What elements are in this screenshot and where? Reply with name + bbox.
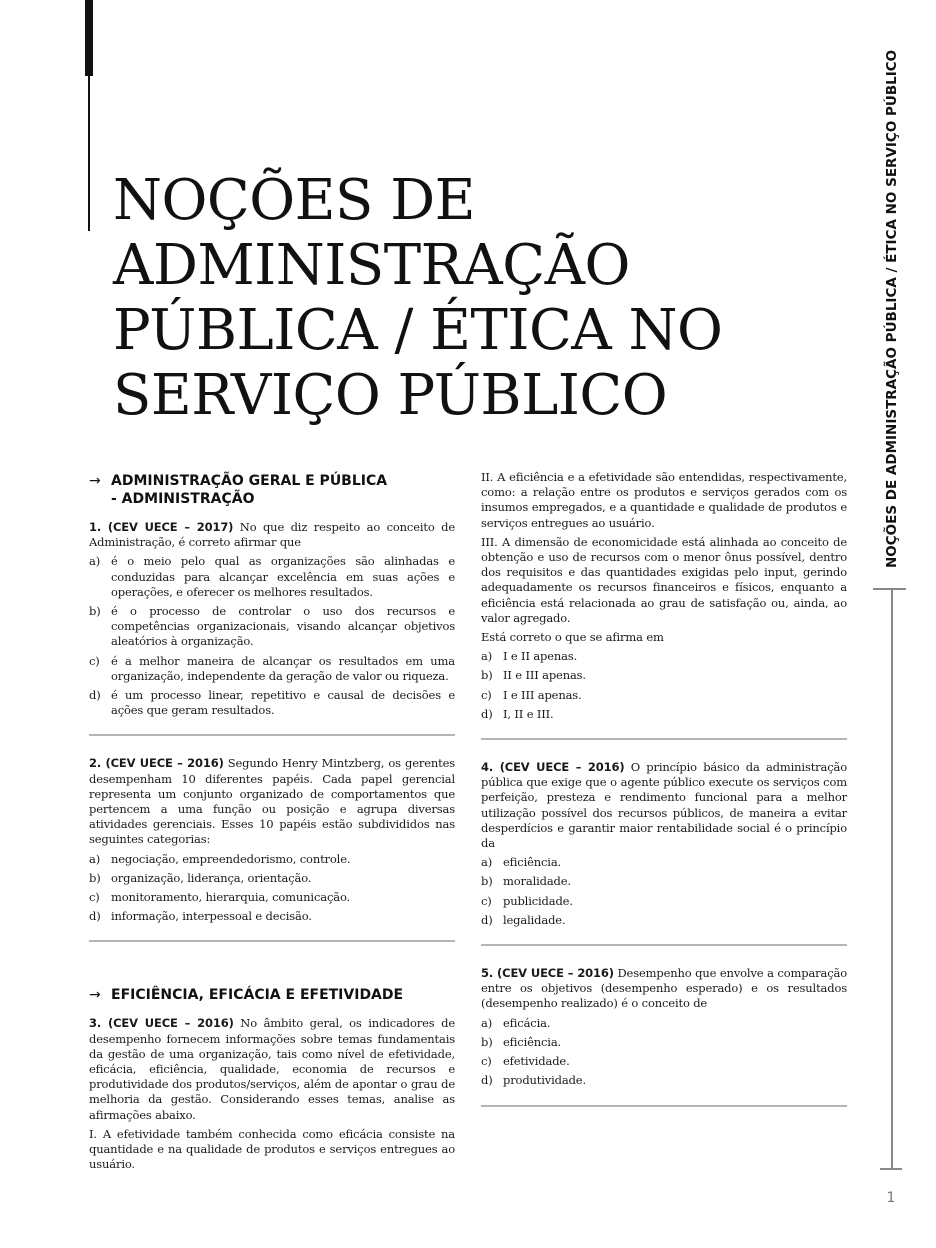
option-list	[481, 855, 847, 928]
option-list	[481, 1016, 847, 1089]
header-bar-thin	[88, 76, 90, 231]
question-number: 3. (CEV UECE – 2016)	[89, 1016, 234, 1031]
left-column	[89, 472, 455, 1177]
option-d[interactable]: d) produtividade.	[481, 1073, 586, 1088]
option-d[interactable]: d) informação, interpessoal e decisão.	[89, 909, 312, 924]
statement-ii: II. A eficiência e a efetividade são entendidas, respectivamente, como: a relação entre os produtos e serviços gerados com os insumos empregados, e a quantidade e qualidade de produtos e serviços entregues ao usuário.	[481, 470, 847, 530]
question-prompt: Está correto o que se afirma em	[481, 630, 664, 645]
section-heading-text: ADMINISTRAÇÃO GERAL E PÚBLICA - ADMINISTRAÇÃO	[111, 473, 388, 507]
option-b[interactable]: b) organização, liderança, orientação.	[89, 870, 312, 885]
page-number: 1	[886, 1190, 896, 1206]
question-2	[89, 756, 455, 924]
option-b[interactable]: b) moralidade.	[481, 874, 571, 889]
arrow-right-icon: →	[89, 473, 101, 489]
divider	[481, 944, 847, 946]
option-a[interactable]: a) eficiência.	[481, 855, 562, 870]
option-a[interactable]: a) I e II apenas.	[481, 649, 578, 664]
question-number: 1. (CEV UECE – 2017)	[89, 520, 234, 534]
arrow-right-icon: →	[89, 987, 101, 1004]
question-number: 2. (CEV UECE – 2016)	[89, 756, 224, 771]
divider	[89, 734, 455, 736]
question-4	[481, 760, 847, 928]
statement-iii: III. A dimensão de economicidade está alinhada ao conceito de obtenção e uso de recursos com o menor ônus possível, dentro dos requisitos e das quantidades exigidas pelo input, gerindo adequadamente os recursos financeiros e físicos, enquanto a eficiência está relacionada ao grau de satisfação ou, ainda, ao valor agregado.	[481, 534, 847, 625]
option-c[interactable]: c) é a melhor maneira de alcançar os resultados em uma organização, independente da geração de valor ou riqueza.	[89, 653, 455, 683]
option-d[interactable]: d) legalidade.	[481, 912, 566, 927]
statement-i: I. A efetividade também conhecida como eficácia consiste na quantidade e na qualidade de produtos e serviços entregues ao usuário.	[89, 1126, 455, 1172]
question-3-continued	[481, 470, 847, 722]
option-a[interactable]: a) eficácia.	[481, 1015, 551, 1030]
option-list	[89, 852, 455, 925]
question-1	[89, 520, 455, 718]
option-b[interactable]: b) é o processo de controlar o uso dos recursos e competências organizacionais, visando alcançar objetivos aleatórios à organização.	[89, 604, 455, 649]
question-5	[481, 966, 847, 1088]
option-d[interactable]: d) é um processo linear, repetitivo e causal de decisões e ações que geram resultados.	[89, 688, 455, 718]
option-c[interactable]: c) I e III apenas.	[481, 687, 582, 702]
divider	[481, 1105, 847, 1107]
section-heading-administracao	[89, 472, 455, 508]
side-rule-tick-bottom	[880, 1168, 902, 1170]
title-line: SERVIÇO PÚBLICO	[113, 363, 668, 428]
question-number: 5. (CEV UECE – 2016)	[481, 966, 614, 981]
option-list	[481, 649, 847, 722]
title-line: ADMINISTRAÇÃO	[113, 233, 630, 298]
option-b[interactable]: b) eficiência.	[481, 1034, 562, 1049]
question-stem: 3. (CEV UECE – 2016) No âmbito geral, os indicadores de desempenho fornecem informações sobre temas fundamentais da gestão de uma organização, tais como nível de efetividade, eficácia, eficiência, qualidade, economia de recursos e produtividade dos produtos/serviços, além de apontar o grau de melhoria da gestão. Considerando esses temas, analise as afirmações abaixo.	[89, 1016, 456, 1122]
question-stem: 5. (CEV UECE – 2016) Desempenho que envolve a comparação entre os objetivos (desempenho esperado) e os resultados (desempenho realizado) é o conceito de	[481, 966, 847, 1011]
option-d[interactable]: d) I, II e III.	[481, 706, 554, 721]
divider	[89, 940, 455, 942]
question-stem: 2. (CEV UECE – 2016) Segundo Henry Mintzberg, os gerentes desempenham 10 diferentes papéis. Cada papel gerencial representa um conjunto organizado de comportamentos que pertencem a uma função ou posição e agrupa diversas atividades gerenciais. Esses 10 papéis estão subdivididos nas seguintes categorias:	[89, 756, 456, 847]
option-a[interactable]: a) negociação, empreendedorismo, controle.	[89, 851, 351, 866]
header-bar-thick	[85, 0, 93, 76]
option-c[interactable]: c) publicidade.	[481, 893, 573, 908]
option-c[interactable]: c) monitoramento, hierarquia, comunicação.	[89, 890, 351, 905]
side-rule-tick-top	[873, 588, 906, 590]
option-b[interactable]: b) II e III apenas.	[481, 668, 586, 683]
option-c[interactable]: c) efetividade.	[481, 1054, 570, 1069]
question-number: 4. (CEV UECE – 2016)	[481, 760, 625, 775]
section-heading-eficiencia	[89, 986, 455, 1004]
question-stem: 1. (CEV UECE – 2017) No que diz respeito ao conceito de Administração, é correto afirmar que	[89, 520, 455, 550]
right-column	[481, 470, 847, 1127]
side-running-title: NOÇÕES DE ADMINISTRAÇÃO PÚBLICA / ÉTICA NO SERVIÇO PÚBLICO	[884, 49, 900, 568]
side-rule	[891, 589, 893, 1169]
option-list	[89, 554, 455, 718]
section-heading-text: EFICIÊNCIA, EFICÁCIA E EFETIVIDADE	[111, 987, 404, 1004]
question-stem: 4. (CEV UECE – 2016) O princípio básico da administração pública que exige que o agente público execute os serviços com perfeição, presteza e rendimento funcional para a melhor utilização possível dos recursos públicos, de maneira a evitar desperdícios e garantir maior rentabilidade social é o princípio da	[481, 760, 847, 851]
option-a[interactable]: a) é o meio pelo qual as organizações são alinhadas e conduzidas para alcançar excelência em suas ações e operações, e oferecer os melhores resultados.	[89, 554, 455, 599]
divider	[481, 738, 847, 740]
title-line: PÚBLICA / ÉTICA NO	[113, 298, 723, 363]
question-3	[89, 1016, 455, 1172]
title-line: NOÇÕES DE	[113, 168, 475, 233]
chapter-title	[113, 168, 833, 428]
